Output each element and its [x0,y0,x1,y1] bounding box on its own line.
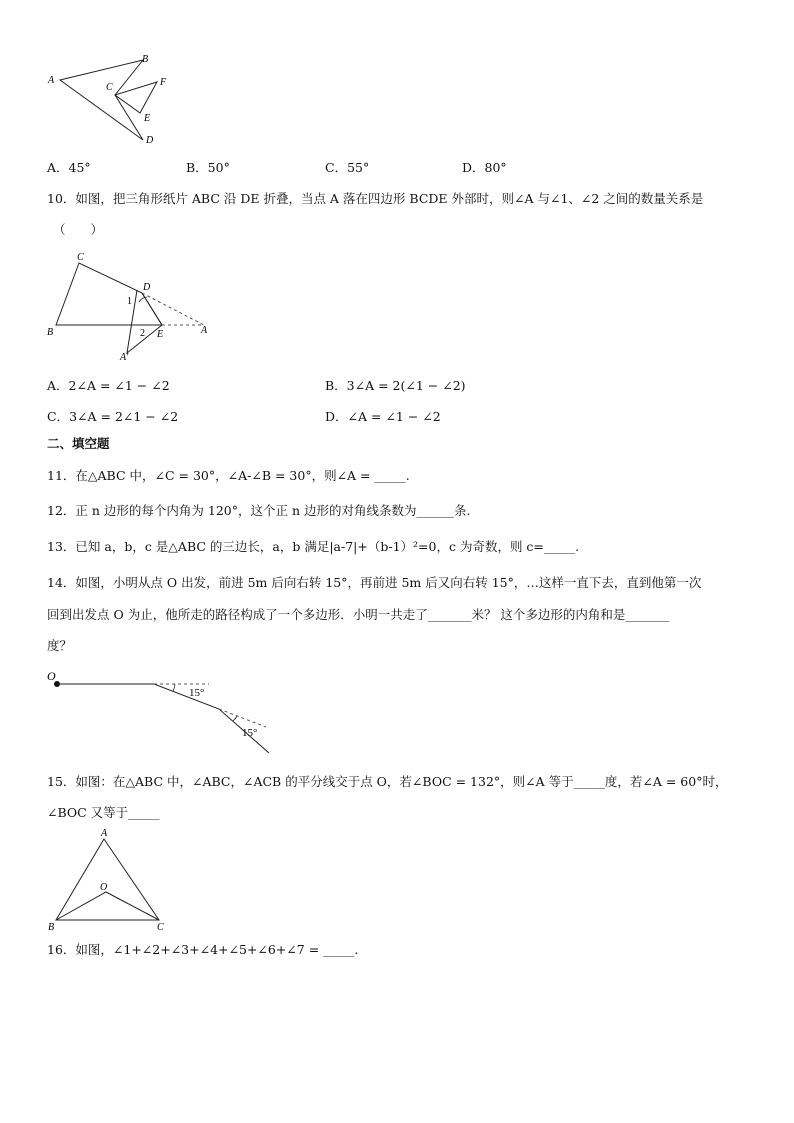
walking-path [57,684,269,753]
label-a: A [48,75,55,86]
q15-line1: 15．如图：在△ABC 中，∠ABC，∠ACB 的平分线交于点 O，若∠BOC = 132°，则∠A 等于_____度，若∠A = 60°时， [47,774,728,789]
label-b: B [47,327,54,338]
label-e: E [144,113,151,124]
label-b: B [142,54,149,65]
figure-q9 [40,50,190,150]
q10-option-b[interactable]: B．3∠A = 2(∠1 − ∠2) [325,378,466,393]
question-16: 16．如图，∠1+∠2+∠3+∠4+∠5+∠6+∠7 = _____. [47,942,359,957]
q9-option-d[interactable]: D．80° [462,160,507,175]
q14-line1: 14．如图，小明从点 O 出发，前进 5m 后向右转 15°，再前进 5m 后又向右转 15°，…这样一直下去，直到他第一次 [47,575,702,590]
bisectors-bo-oc [56,892,159,920]
q10-option-d[interactable]: D．∠A = ∠1 − ∠2 [325,409,441,424]
label-angle-2: 2 [140,328,145,339]
q9-option-c[interactable]: C．55° [325,160,370,175]
question-13: 13．已知 a，b，c 是△ABC 的三边长，a，b 满足|a-7|+（b-1）²=0，c 为奇数，则 c=_____. [47,539,580,554]
triangle-abc [56,839,159,920]
question-12: 12．正 n 边形的每个内角为 120°，这个正 n 边形的对角线条数为______条. [47,503,471,518]
q15-line2: ∠BOC 又等于_____ [47,805,160,820]
dashed-da [142,293,204,325]
label-o: O [100,882,108,893]
extension-2 [219,709,266,727]
angle-label-15-second: 15° [242,727,258,739]
folded-triangle [127,290,162,353]
label-b: B [48,922,55,933]
label-o: O [47,669,56,683]
q14-line3: 度？ [47,638,73,653]
label-e: E [157,329,164,340]
q10-answer-bracket: （ ） [53,222,104,237]
label-a: A [201,325,208,336]
figure-q15 [44,825,174,935]
label-c: C [157,922,164,933]
q10-stem-line1: 10．如图，把三角形纸片 ABC 沿 DE 折叠，当点 A 落在四边形 BCDE 外部时，则∠A 与∠1、∠2 之间的数量关系是 [47,191,704,206]
q14-line2: 回到出发点 O 为止，他所走的路径构成了一个多边形．小明一共走了_______米？ 这个多边形的内角和是_______ [47,607,670,622]
label-angle-1: 1 [127,296,132,307]
q9-option-a[interactable]: A．45° [47,160,91,175]
question-11: 11．在△ABC 中，∠C = 30°，∠A-∠B = 30°，则∠A = _____. [47,468,410,483]
label-f: F [160,77,167,88]
segment-cd [115,95,143,140]
section-title: 二、填空题 [47,436,110,451]
label-d: D [143,282,151,293]
label-c: C [106,82,113,93]
q10-option-c[interactable]: C．3∠A = 2∠1 − ∠2 [47,409,179,424]
figure-q14 [44,665,274,760]
triangle-abd [60,60,143,140]
label-a: A [101,828,108,839]
quadrilateral-bcde [56,263,162,325]
fold-line-de [142,293,162,325]
angle-label-15-first: 15° [189,687,205,699]
label-a-prime: A' [120,352,129,363]
figure-q10 [44,250,219,365]
q9-option-b[interactable]: B．50° [186,160,230,175]
q10-option-a[interactable]: A．2∠A = ∠1 − ∠2 [47,378,170,393]
label-c: C [77,252,84,263]
label-d: D [146,135,154,146]
